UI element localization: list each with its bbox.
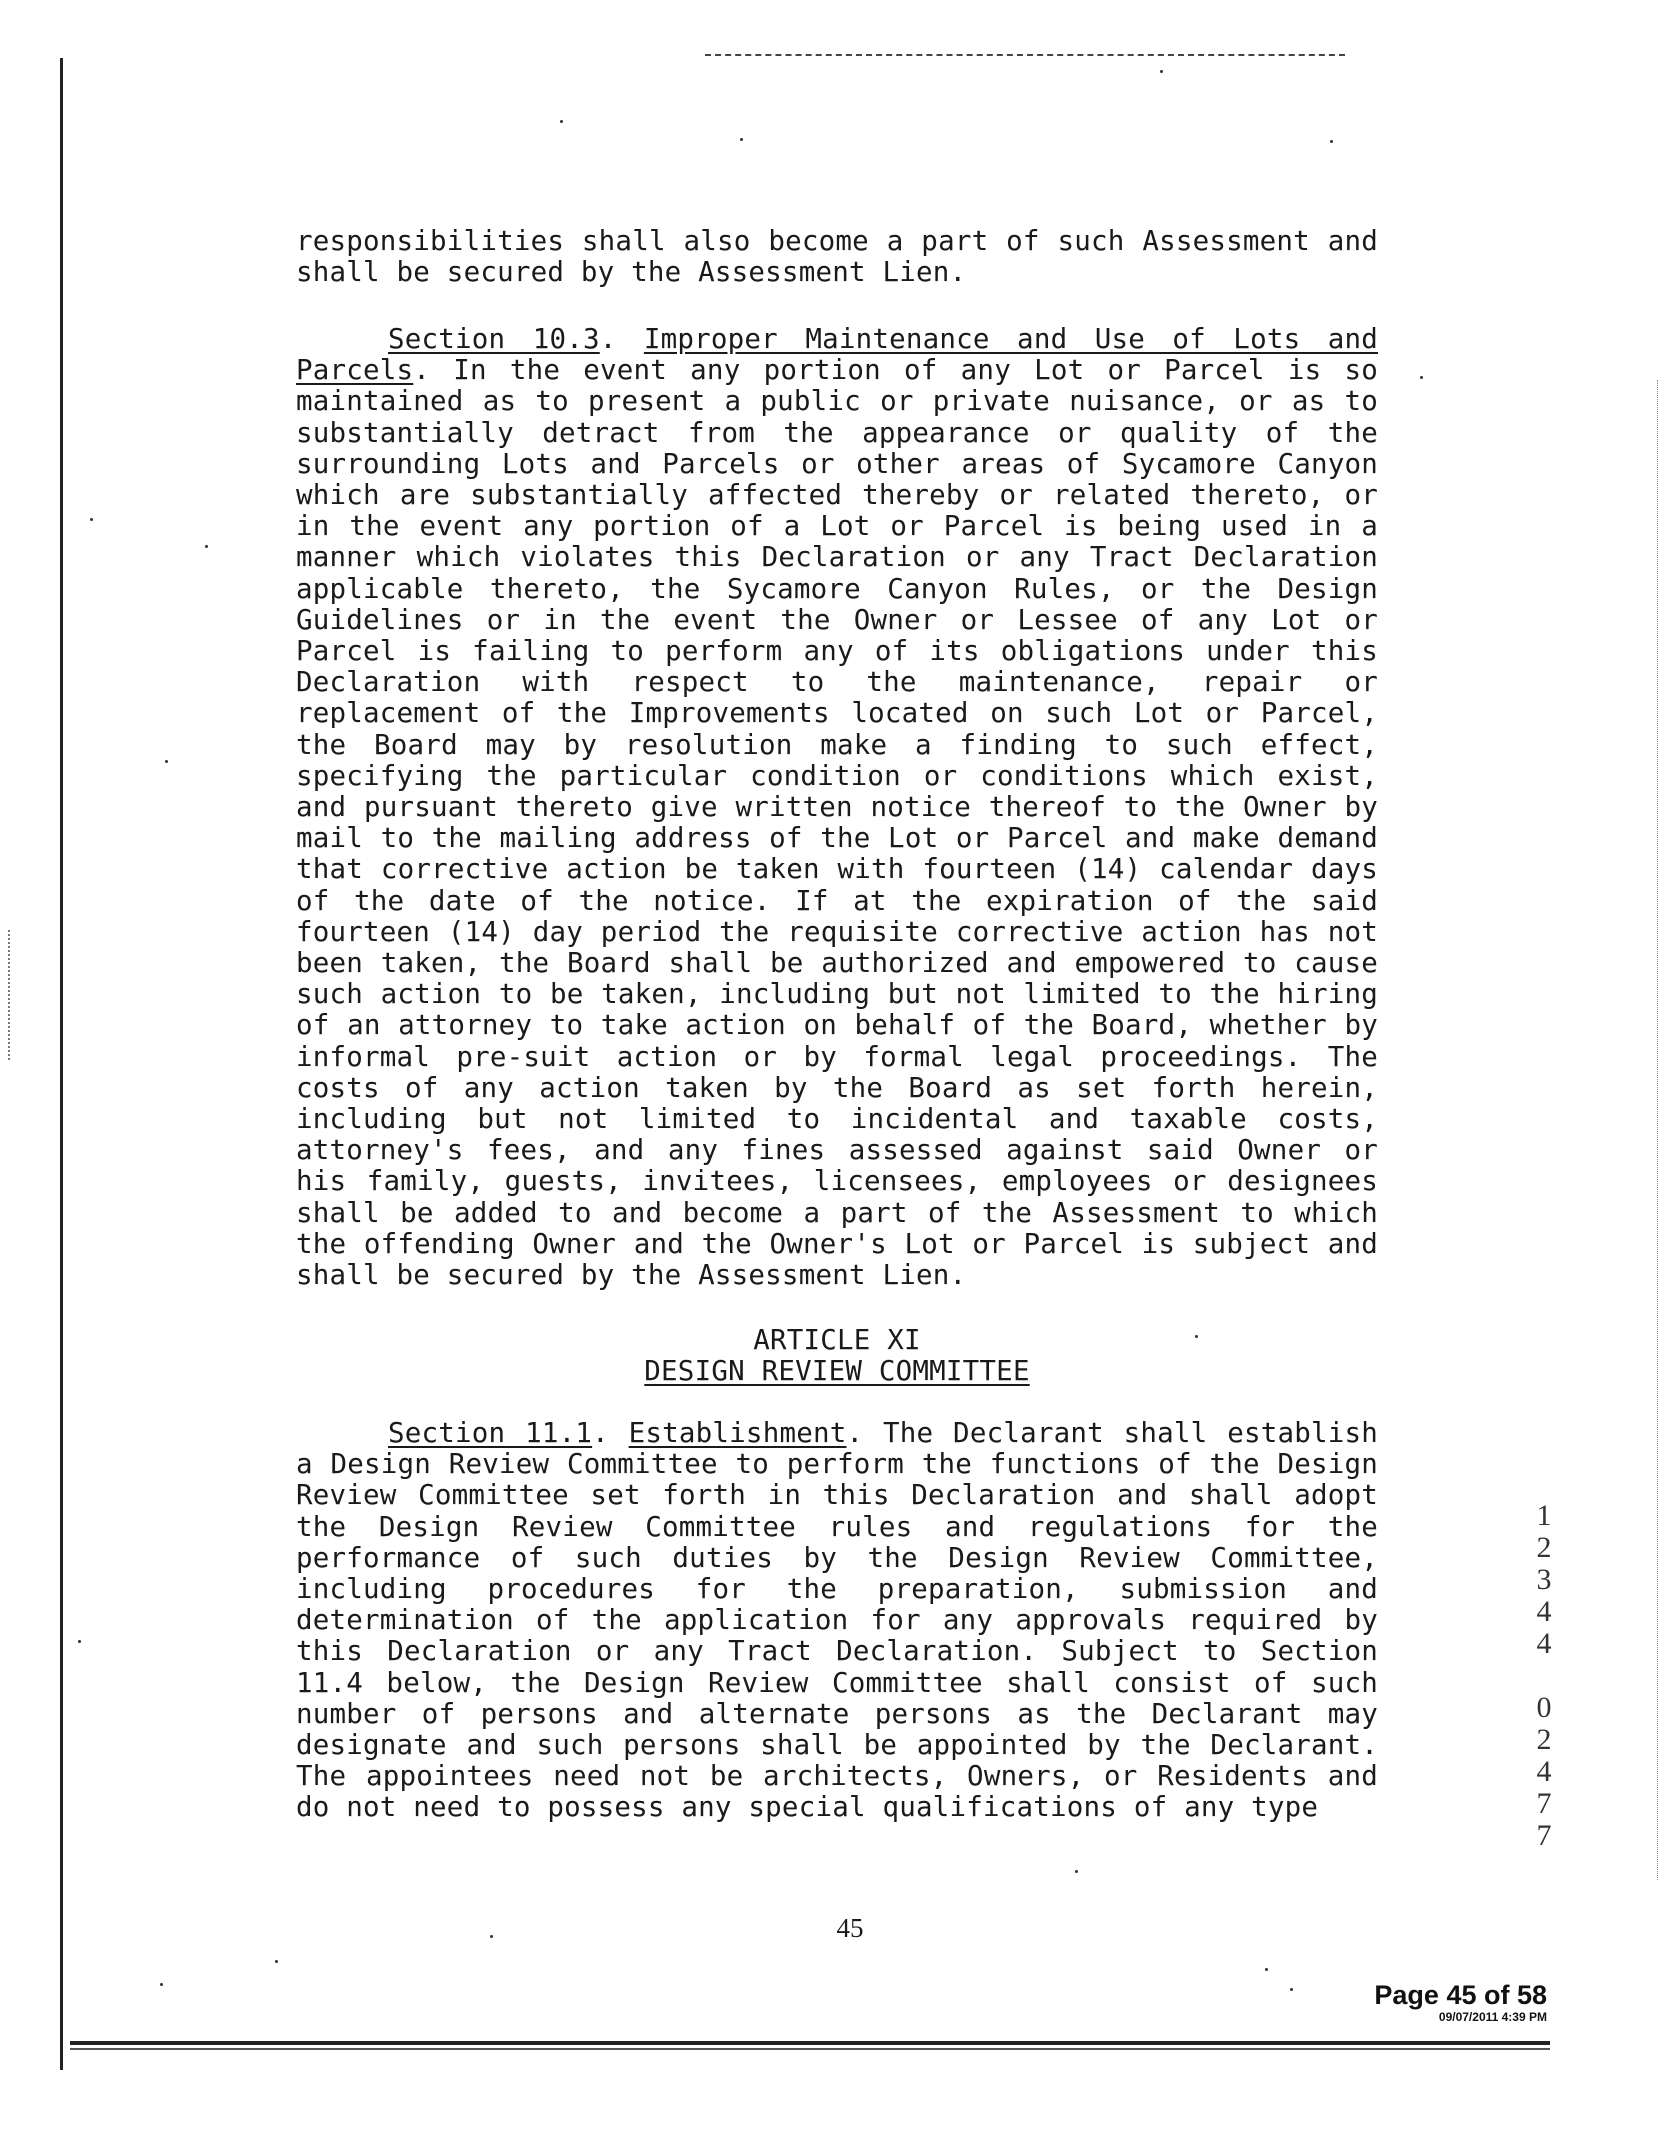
scan-speck [90,518,93,521]
paragraph-section-11-1 [296,1418,1378,1824]
scan-speck [740,138,743,141]
scan-speck [160,1983,163,1986]
scan-speck [560,120,563,123]
scan-border-right [1657,380,1658,1880]
scan-speck [1075,1870,1078,1873]
section-10-3-label: Section 10.3 [388,323,600,355]
paragraph-section-10-3 [296,324,1378,1291]
scan-speck [275,1960,278,1963]
article-heading [296,1325,1378,1387]
paragraph-continuation: responsibilities shall also become a part of such Assessment and shall be secured by the Assessment Lien. [296,225,1378,289]
scan-speck [205,545,208,548]
scan-speck [1330,140,1333,143]
scan-border-top [705,54,1345,56]
stamp-datetime: 09/07/2011 4:39 PM [1438,2010,1547,2024]
text-block-section-10-3 [296,324,1378,1291]
scan-speck [1160,70,1163,73]
scan-border-edge [8,930,10,1060]
scan-speck [1265,1968,1268,1971]
scan-speck [1290,1988,1293,1991]
section-10-3-separator: . [599,323,644,355]
page-number: 45 [836,1913,864,1943]
section-10-3-title: Improper Maintenance and Use of Lots and Parcels [296,323,1379,387]
article-title: DESIGN REVIEW COMMITTEE [644,1355,1030,1388]
section-11-1-body: . The Declarant shall establish a Design Review Committee to perform the functions of the Design Review Committee set forth in this Declaration and shall adopt the Design Review Committee rules and regulations for the performance of such duties by the Design Review Committee, including procedures for the preparation, submission and determination of the application for any approvals required by this Declaration or any Tract Declaration. Subject to Section 11.4 below, the Design Review Committee shall consist of such number of persons and alternate persons as the Declarant may designate and such persons shall be appointed by the Declarant. The appointees need not be architects, Owners, or Residents and do not need to possess any special qualifications of any type [296,1417,1379,1824]
section-11-1-title: Establishment [628,1417,847,1449]
scan-speck [1420,376,1423,379]
stamp-page-count: Page 45 of 58 [1374,1980,1547,2010]
scan-border-left [60,58,63,2070]
margin-recording-number: 1 2 3 4 4 0 2 4 7 7 [1536,1499,1552,1852]
page-stamp [1374,1980,1547,2024]
scan-speck [78,1640,81,1643]
scan-border-bottom-thin [70,2048,1550,2050]
article-number: ARTICLE XI [753,1324,921,1356]
section-10-3-body: . In the event any portion of any Lot or Parcel is so maintained as to present a public or private nuisance, or as to substantially detract from the appearance or quality of the surrounding Lots and Parcels or other areas of Sycamore Canyon which are substantially affected thereby or related thereto, or in the event any portion of a Lot or Parcel is being used in a manner which violates this Declaration or any Tract Declaration applicable thereto, the Sycamore Canyon Rules, or the Design Guidelines or in the event the Owner or Lessee of any Lot or Parcel is failing to perform any of its obligations under this Declaration with respect to the maintenance, repair or replacement of the Improvements located on such Lot or Parcel, the Board may by resolution make a finding to such effect, specifying the particular condition or conditions which exist, and pursuant thereto give written notice thereof to the Owner by mail to the mailing address of the Lot or Parcel and make demand that corrective action be taken with fourteen (14) calendar days of the date of the notice. If at the expiration of the said fourteen (14) day period the requisite corrective action has not been taken, the Board shall be authorized and empowered to cause such action to be taken, including but not limited to the hiring of an attorney to take action on behalf of the Board, whether by informal pre-suit action or by formal legal proceedings. The costs of any action taken by the Board as set forth herein, including but not limited to incidental and taxable costs, attorney's fees, and any fines assessed against said Owner or his family, guests, invitees, licensees, employees or designees shall be added to and become a part of the Assessment to which the offending Owner and the Owner's Lot or Parcel is subject and shall be secured by the Assessment Lien. [296,354,1378,1292]
scan-border-bottom [70,2041,1550,2045]
text-block-continuation [296,226,1378,288]
section-11-1-separator: . [592,1417,629,1449]
text-block-section-11-1 [296,1418,1378,1824]
section-11-1-label: Section 11.1 [388,1417,593,1449]
scan-speck [165,760,168,763]
